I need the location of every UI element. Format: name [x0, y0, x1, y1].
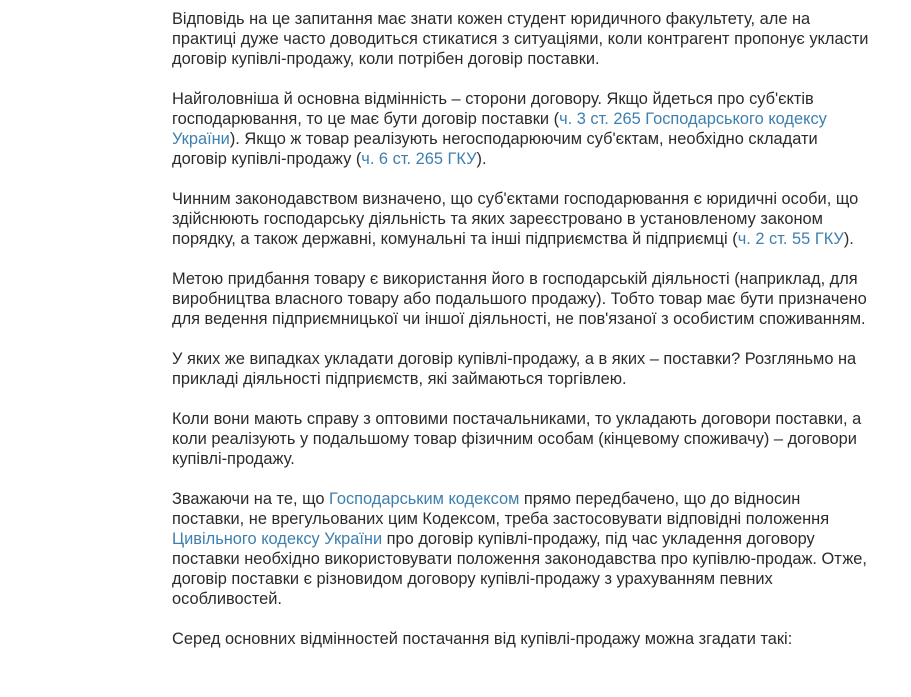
paragraph-text: Серед основних відмінностей постачання від купівлі-продажу можна згадати такі:	[172, 630, 793, 648]
link-gku-art-265-p6[interactable]: ч. 6 ст. 265 ГКУ	[361, 150, 477, 168]
paragraph-2	[172, 89, 872, 169]
paragraph-8	[172, 629, 872, 649]
paragraph-text: У яких же випадках укладати договір купівлі-продажу, а в яких – поставки? Розгляньмо на прикладі діяльності підприємств, які займаються торгівлею.	[172, 350, 857, 388]
paragraph-4	[172, 269, 872, 329]
paragraph-text: Зважаючи на те, що	[172, 490, 330, 508]
link-civil-code[interactable]: Цивільного кодексу України	[172, 530, 383, 548]
paragraph-text: ). Якщо ж товар реалізують негосподарюючим суб'єктам, необхідно складати договір купівлі-продажу (	[172, 130, 818, 168]
link-commercial-code[interactable]: Господарським кодексом	[329, 490, 520, 508]
paragraph-text: прямо передбачено, що до відносин поставки, не врегульованих цим Кодексом, треба застосовувати відповідні положення	[172, 490, 830, 528]
paragraph-3	[172, 189, 872, 249]
article-body	[172, 9, 872, 669]
link-gku-art-55-p2[interactable]: ч. 2 ст. 55 ГКУ	[737, 230, 844, 248]
paragraph-text: ).	[843, 230, 854, 248]
paragraph-text: Відповідь на це запитання має знати кожен студент юридичного факультету, але на практиці дуже часто доводиться стикатися з ситуаціями, коли контрагент пропонує укласти договір купівлі-продажу, коли потрібен договір поставки.	[172, 10, 869, 68]
paragraph-text: Коли вони мають справу з оптовими постачальниками, то укладають договори поставки, а коли реалізують у подальшому товар фізичним особам (кінцевому споживачу) – договори купівлі-продажу.	[172, 410, 862, 468]
link-commercial-code-art-265-p3[interactable]: ч. 3 ст. 265 Господарського кодексу України	[172, 110, 827, 148]
paragraph-text: ).	[476, 150, 487, 168]
paragraph-1	[172, 9, 872, 69]
paragraph-text: Метою придбання товару є використання його в господарській діяльності (наприклад, для виробництва власного товару або подальшого продажу). Тобто товар має бути призначено для ведення підприємницької чи іншої діяльності, не пов'язаної з особистим споживанням.	[172, 270, 867, 328]
paragraph-text: Найголовніша й основна відмінність – сторони договору. Якщо йдеться про суб'єктів господарювання, то це має бути договір поставки (	[172, 90, 814, 128]
paragraph-6	[172, 409, 872, 469]
paragraph-7	[172, 489, 872, 609]
paragraph-text: Чинним законодавством визначено, що суб'єктами господарювання є юридичні особи, що здійснюють господарську діяльність та яких зареєстровано в установленому законом порядку, а також державні, комунальні та інші підприємства й підприємці (	[172, 190, 859, 248]
paragraph-text: про договір купівлі-продажу, під час укладення договору поставки необхідно використовувати положення законодавства про купівлю-продаж. Отже, договір поставки є різновидом договору купівлі-продажу з урахуванням певних особливостей.	[172, 530, 867, 608]
paragraph-5	[172, 349, 872, 389]
